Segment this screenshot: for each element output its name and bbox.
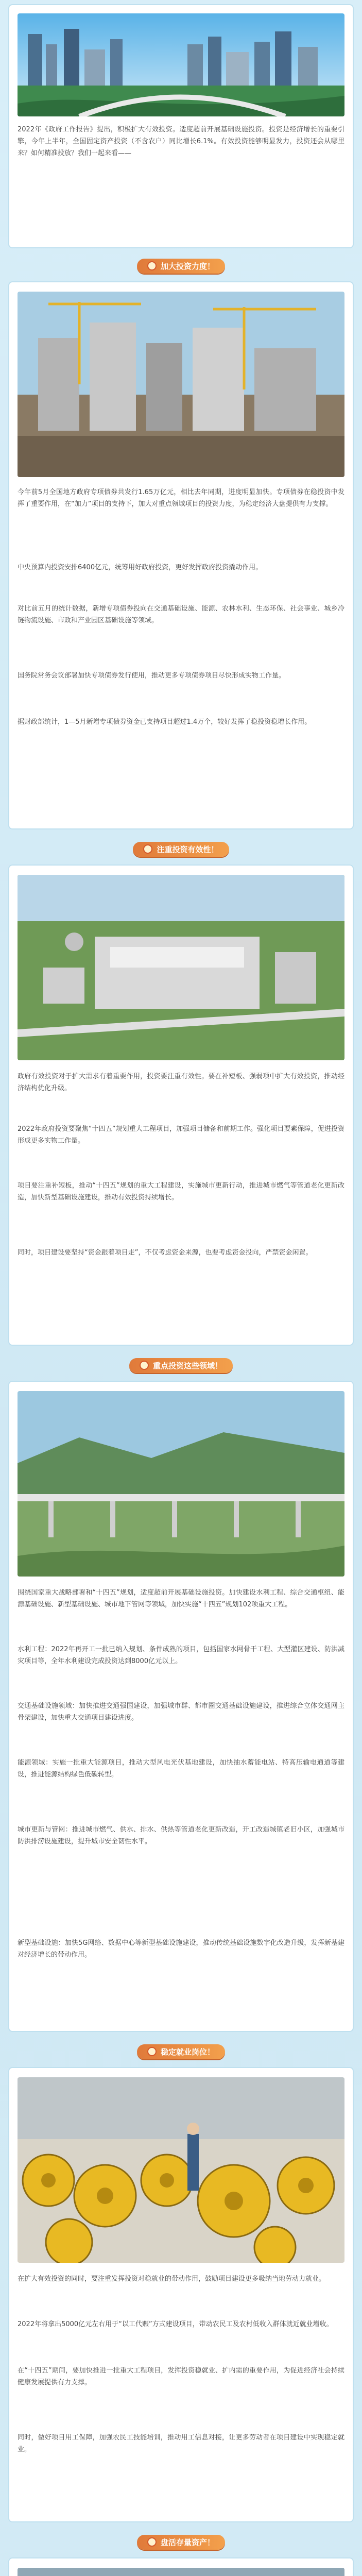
flag-icon xyxy=(147,2537,157,2547)
section-5-title-badge xyxy=(137,2535,225,2550)
section-2-header xyxy=(0,838,362,860)
section-1-header xyxy=(0,255,362,277)
section-2-paragraph-1: 政府有效投资对于扩大需求有着重要作用，投资要注重有效性。要在补短板、强弱项中扩大有效投资，推动经济结构优化升级。 xyxy=(18,1073,344,1092)
city-skyline-illustration xyxy=(18,13,344,116)
section-3-title: 重点投资这些领域！ xyxy=(152,1361,222,1370)
section-1-paragraph-1: 今年前5月全国地方政府专项债券共发行1.65万亿元，相比去年同期，进度明显加快。专项债券在稳投资中发挥了重要作用，在“加力”项目的支持下，加大对重点领域项目的投资力度，为稳定经济大盘提供有力支撑。 xyxy=(18,488,344,508)
hero-city-image xyxy=(18,13,344,116)
section-4-factory-image xyxy=(18,2077,344,2263)
section-2-paragraph-2: 2022年政府投资要聚焦“十四五”规划重大工程项目，加强项目储备和前期工作。强化项目要素保障，促进投资形成更多实物工作量。 xyxy=(18,1125,344,1145)
intro-text: 2022年《政府工作报告》提出，积极扩大有效投资。适度超前开展基础设施投资。投资是经济增长的重要引擎，今年上半年，全国固定资产投资（不含农户）同比增长6.1%。有效投资能够明显发力，投资还会从哪里来？如何精准投放？我们一起来看—— xyxy=(18,126,344,157)
construction-site-illustration xyxy=(18,292,344,477)
section-2-industrial-image xyxy=(18,875,344,1060)
section-3-paragraph-1: 围绕国家重大战略部署和“十四五”规划，适度超前开展基础设施投资。加快建设水利工程、综合交通枢纽、能源基础设施、新型基础设施、城市地下管网等领域，加快实施“十四五”规划102项重大工程。 xyxy=(18,1589,344,1608)
section-4-title: 稳定就业岗位！ xyxy=(160,2047,215,2057)
section-1-construction-image xyxy=(18,292,344,477)
flag-icon xyxy=(140,1361,149,1370)
section-5-title: 盘活存量资产！ xyxy=(160,2537,215,2547)
flag-icon xyxy=(147,2047,157,2056)
section-4-paragraph-3: 在“十四五”期间，要加快推进一批重大工程项目，发挥投资稳就业、扩内需的重要作用，为促进经济社会持续健康发展提供有力支撑。 xyxy=(18,2367,344,2386)
section-1-paragraph-4: 国务院常务会议部署加快专项债券发行使用，推动更多专项债券项目尽快形成实物工作量。 xyxy=(18,672,286,680)
section-4-title-badge xyxy=(137,2044,225,2059)
section-1-paragraph-5: 据财政部统计，1—5月新增专项债券资金已支持项目超过1.4万个，较好发挥了稳投资稳增长作用。 xyxy=(18,718,312,726)
flag-icon xyxy=(143,844,152,854)
intro-paragraph xyxy=(18,124,344,159)
section-4-paragraph-4: 同时，做好项目用工保障，加强农民工技能培训，推动用工信息对接，让更多劳动者在项目建设中实现稳定就业。 xyxy=(18,2434,344,2453)
section-1-title: 加大投资力度！ xyxy=(160,261,215,271)
section-3-paragraph-3: 交通基础设施领域：加快推进交通强国建设，加强城市群、都市圈交通基础设施建设，推进综合立体交通网主骨架建设，加快重大交通项目建设进度。 xyxy=(18,1702,344,1722)
section-3-paragraph-6: 新型基础设施：加快5G网络、数据中心等新型基础设施建设，推动传统基础设施数字化改造升级，发挥新基建对经济增长的带动作用。 xyxy=(18,1939,344,1959)
section-2-title: 注重投资有效性！ xyxy=(157,844,219,854)
section-4-paragraph-1: 在扩大有效投资的同时，要注重发挥投资对稳就业的带动作用，鼓励项目建设更多吸纳当地劳动力就业。 xyxy=(18,2275,326,2283)
section-1-paragraph-3: 对比前五月的统计数据，新增专项债券投向在交通基础设施、能源、农林水利、生态环保、社会事业、城乡冷链物流设施、市政和产业园区基础设施等领域。 xyxy=(18,605,344,624)
section-5-port-image xyxy=(18,2568,344,2576)
section-2-paragraph-4: 同时，项目建设要坚持“资金跟着项目走”，不仅考虑资金来源，也要考虑资金投向，严禁资金闲置。 xyxy=(18,1249,313,1257)
section-5-header xyxy=(0,2531,362,2553)
flag-icon xyxy=(147,261,157,270)
section-1-paragraph-2: 中央预算内投资安排6400亿元，统筹用好政府投资，更好发挥政府投资撬动作用。 xyxy=(18,564,263,571)
section-3-header xyxy=(0,1354,362,1377)
section-4-header xyxy=(0,2040,362,2063)
industrial-park-illustration xyxy=(18,875,344,1060)
section-2-title-badge xyxy=(133,842,229,857)
section-1-title-badge xyxy=(137,259,225,274)
container-port-illustration xyxy=(18,2568,344,2576)
section-2-paragraph-3: 项目要注重补短板，推动“十四五”规划的重大工程建设，实施城市更新行动，推进城市燃气等管道老化更新改造，加快新型基础设施建设，推动有效投资持续增长。 xyxy=(18,1182,344,1201)
bridge-illustration xyxy=(18,1391,344,1577)
section-3-paragraph-5: 城市更新与管网：推进城市燃气、供水、排水、供热等管道老化更新改造，开工改造城镇老旧小区，加强城市防洪排涝设施建设，提升城市安全韧性水平。 xyxy=(18,1826,344,1845)
section-3-bridge-image xyxy=(18,1391,344,1577)
section-3-paragraph-2: 水利工程：2022年再开工一批已纳入规划、条件成熟的项目，包括国家水网骨干工程、大型灌区建设、防洪减灾项目等，全年水利建设完成投资达到8000亿元以上。 xyxy=(18,1646,344,1665)
section-4-paragraph-2: 2022年将拿出5000亿元左右用于“以工代赈”方式建设项目，带动农民工及农村低收入群体就近就业增收。 xyxy=(18,2320,333,2328)
cable-factory-illustration xyxy=(18,2077,344,2263)
section-3-paragraph-4: 能源领域：实施一批重大能源项目，推动大型风电光伏基地建设，加快抽水蓄能电站、特高压输电通道等建设，推进能源结构绿色低碳转型。 xyxy=(18,1759,344,1778)
section-3-title-badge xyxy=(129,1358,233,1373)
